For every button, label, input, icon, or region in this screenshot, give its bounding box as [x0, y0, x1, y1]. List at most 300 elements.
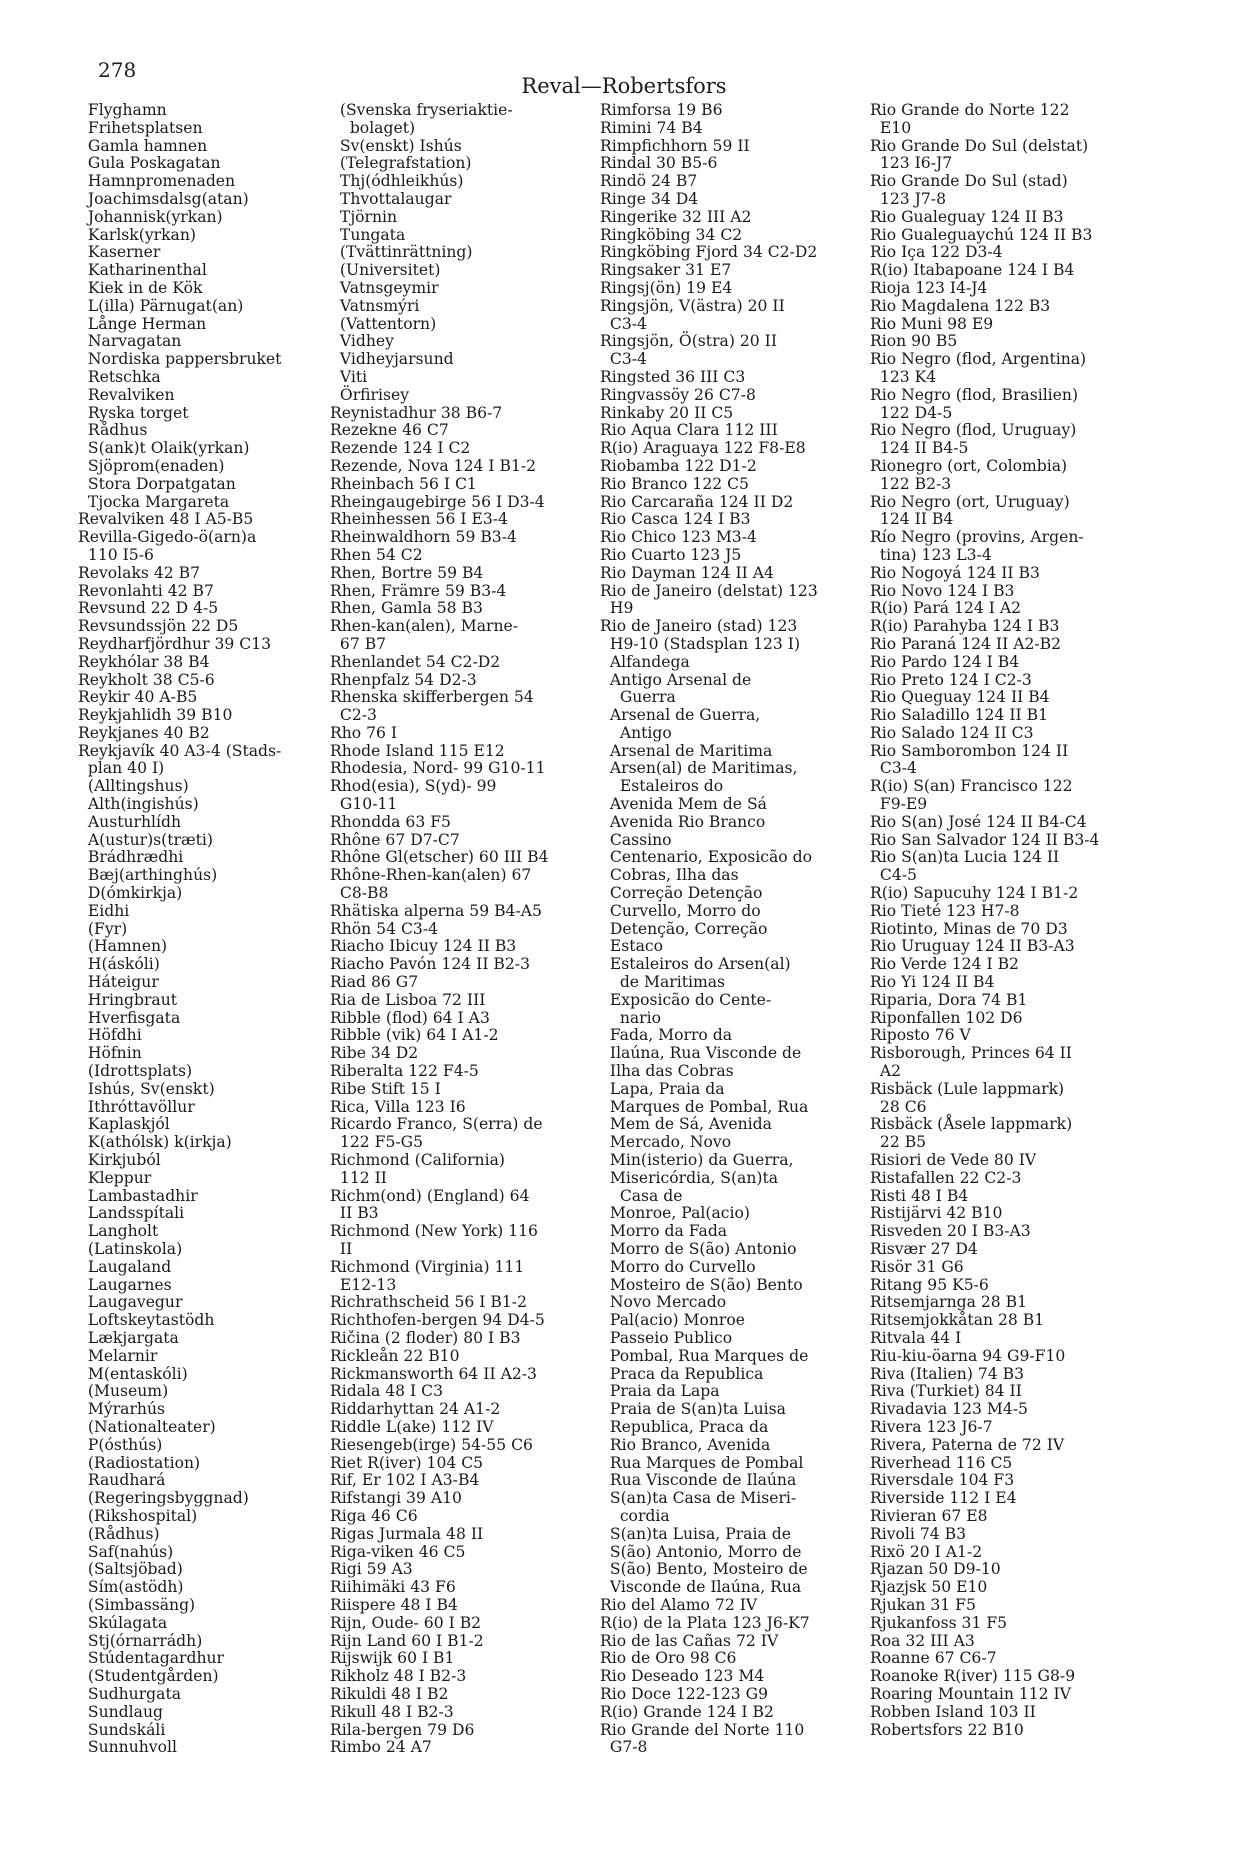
index-entry: Río Negro (provins, Argen- [870, 528, 1084, 547]
index-entry: (Rikshospital) [78, 1506, 198, 1525]
index-entry: Höfdhi [78, 1026, 142, 1045]
index-entry: Karlsk(yrkan) [78, 225, 196, 244]
index-entry: Visconde de Ilaúna, Rua [600, 1578, 802, 1597]
index-entry: Riddarhyttan 24 A1-2 [330, 1400, 501, 1419]
index-entry: C8-B8 [330, 884, 389, 903]
index-entry: Ričina (2 floder) 80 I B3 [330, 1328, 521, 1347]
index-entry: Praca da Republica [600, 1364, 764, 1383]
index-entry: Rio Deseado 123 M4 [600, 1667, 765, 1686]
index-entry: Thj(ódhleikhús) [330, 172, 464, 191]
index-entry: Risti 48 I B4 [870, 1186, 969, 1205]
index-entry: Rezende, Nova 124 I B1-2 [330, 456, 537, 475]
index-entry: Reydharfjördhur 39 C13 [78, 634, 272, 653]
index-entry: Richrathscheid 56 I B1-2 [330, 1293, 527, 1312]
index-entry: Riesengeb(irge) 54-55 C6 [330, 1435, 533, 1454]
index-entry: Rio Chico 123 M3-4 [600, 528, 757, 547]
index-entry: Kaplaskjól [78, 1115, 170, 1134]
index-entry: Riispere 48 I B4 [330, 1595, 458, 1614]
index-entry: Ritsemjokkåtan 28 B1 [870, 1311, 1045, 1330]
index-entry: 112 II [330, 1168, 387, 1187]
index-entry: Sundlaug [78, 1702, 163, 1721]
index-entry: 124 II B4 [870, 510, 954, 529]
index-entry: Rio Negro (flod, Uruguay) [870, 421, 1077, 440]
index-entry: 123 J7-8 [870, 189, 946, 208]
index-entry: Rio de las Cañas 72 IV [600, 1631, 779, 1650]
index-entry: Ringerike 32 III A2 [600, 207, 752, 226]
index-entry: Rio Pardo 124 I B4 [870, 652, 1020, 671]
index-entry: Frihetsplatsen [78, 118, 203, 137]
index-column-4 [870, 102, 1099, 1739]
index-entry: Riet R(iver) 104 C5 [330, 1453, 484, 1472]
index-entry: Rio Negro (flod, Argentina) [870, 350, 1087, 369]
index-entry: Hamnpromenaden [78, 172, 236, 191]
index-entry: L(illa) Pärnugat(an) [78, 296, 244, 315]
index-entry: Riverside 112 I E4 [870, 1489, 1017, 1508]
index-entry: Ryska torget [78, 403, 189, 422]
index-entry: Centenario, Exposicão do [600, 848, 812, 867]
index-entry: Rivadavia 123 M4-5 [870, 1400, 1028, 1419]
index-entry: Rhenska skifferbergen 54 [330, 688, 534, 707]
index-entry: (Universitet) [330, 261, 441, 280]
index-entry: Tjörnin [330, 207, 398, 226]
index-entry: Höfnin [78, 1044, 142, 1063]
index-entry: Ringsjön, V(ästra) 20 II [600, 296, 785, 315]
index-entry: Rho 76 I [330, 723, 398, 742]
index-entry: Eidhi [78, 901, 130, 920]
index-entry: Rijswijk 60 I B1 [330, 1649, 455, 1668]
index-entry: E12-13 [330, 1275, 397, 1294]
index-entry: Riparia, Dora 74 B1 [870, 990, 1028, 1009]
index-entry: Ilha das Cobras [600, 1062, 734, 1081]
index-entry: Thvottalaugar [330, 189, 452, 208]
index-entry: Rindal 30 B5-6 [600, 154, 718, 173]
index-entry: Skúlagata [78, 1613, 168, 1632]
index-entry: Mem de Sá, Avenida [600, 1115, 772, 1134]
index-entry: Rio Preto 124 I C2-3 [870, 670, 1032, 689]
index-entry: Cassino [600, 830, 672, 849]
index-entry: Praia da Lapa [600, 1382, 720, 1401]
index-column-1 [78, 102, 281, 1757]
index-entry: (Rådhus) [78, 1524, 160, 1543]
index-entry: Pal(acio) Monroe [600, 1311, 745, 1330]
index-entry: Fada, Morro da [600, 1026, 733, 1045]
index-entry: Rion 90 B5 [870, 332, 958, 351]
index-entry: Rio Grande del Norte 110 [600, 1720, 805, 1739]
index-entry: Rionegro (ort, Colombia) [870, 456, 1068, 475]
index-entry: Rhen 54 C2 [330, 545, 423, 564]
index-entry: Rio Cuarto 123 J5 [600, 545, 742, 564]
index-entry: Risveden 20 I B3-A3 [870, 1222, 1031, 1241]
index-entry: Passeio Publico [600, 1328, 733, 1347]
index-entry: Robertsfors 22 B10 [870, 1720, 1024, 1739]
index-entry: P(ósthús) [78, 1435, 163, 1454]
index-entry: C3-4 [600, 350, 647, 369]
index-entry: 123 K4 [870, 367, 937, 386]
index-entry: Stora Dorpatgatan [78, 474, 236, 493]
index-entry: S(ão) Bento, Mosteiro de [600, 1560, 808, 1579]
index-entry: 124 II B4-5 [870, 439, 969, 458]
index-entry: Rila-bergen 79 D6 [330, 1720, 475, 1739]
index-entry: Rio Grande Do Sul (delstat) [870, 136, 1089, 155]
index-entry: (Tvättinrättning) [330, 243, 473, 262]
index-entry: Rijn Land 60 I B1-2 [330, 1631, 484, 1650]
index-entry: Antigo [600, 723, 672, 742]
index-entry: cordia [600, 1506, 670, 1525]
index-entry: Rjukan 31 F5 [870, 1595, 976, 1614]
index-entry: Arsen(al) de Maritimas, [600, 759, 798, 778]
index-entry: Monroe, Pal(acio) [600, 1204, 750, 1223]
index-entry: (Simbassäng) [78, 1595, 196, 1614]
index-entry: Viti [330, 367, 368, 386]
index-entry: C3-4 [870, 759, 917, 778]
index-entry: (Hamnen) [78, 937, 168, 956]
index-entry: E10 [870, 118, 912, 137]
index-entry: Rio Casca 124 I B3 [600, 510, 751, 529]
index-entry: Alth(ingishús) [78, 795, 199, 814]
index-entry: Ishús, Sv(enskt) [78, 1079, 215, 1098]
index-entry: C4-5 [870, 866, 917, 885]
index-entry: Rio Branco 122 C5 [600, 474, 749, 493]
index-entry: Rio S(an)ta Lucia 124 II [870, 848, 1060, 867]
index-entry: de Maritimas [600, 973, 726, 992]
index-entry: Vidheyjarsund [330, 350, 454, 369]
index-entry: Rheinbach 56 I C1 [330, 474, 477, 493]
index-entry: Riponfallen 102 D6 [870, 1008, 1023, 1027]
index-entry: Rio Samborombon 124 II [870, 741, 1069, 760]
index-entry: S(ão) Antonio, Morro de [600, 1542, 802, 1561]
index-entry: Rio de Janeiro (delstat) 123 [600, 581, 818, 600]
index-entry: Katharinenthal [78, 261, 207, 280]
index-entry: Långe Herman [78, 314, 207, 333]
index-entry: Rio de Oro 98 C6 [600, 1649, 737, 1668]
index-entry: Exposicão do Cente- [600, 990, 772, 1009]
index-entry: Roanoke R(iver) 115 G8-9 [870, 1667, 1076, 1686]
index-entry: II B3 [330, 1204, 379, 1223]
index-entry: Marques de Pombal, Rua [600, 1097, 809, 1116]
index-entry: Rhätiska alperna 59 B4-A5 [330, 901, 542, 920]
index-entry: Rio Muni 98 E9 [870, 314, 994, 333]
index-entry: 122 B2-3 [870, 474, 952, 493]
index-entry: Ringköbing 34 C2 [600, 225, 743, 244]
index-entry: Joachimsdalsg(atan) [78, 189, 249, 208]
index-entry: Rjazjsk 50 E10 [870, 1578, 988, 1597]
index-entry: Gamla hamnen [78, 136, 208, 155]
index-entry: R(io) Grande 124 I B2 [600, 1702, 774, 1721]
index-entry: S(an)ta Luisa, Praia de [600, 1524, 791, 1543]
index-entry: plan 40 I) [78, 759, 165, 778]
index-entry: Rhône-Rhen-kan(alen) 67 [330, 866, 532, 885]
index-entry: Rjukanfoss 31 F5 [870, 1613, 1008, 1632]
index-entry: Rio del Alamo 72 IV [600, 1595, 758, 1614]
index-entry: R(io) Itabapoane 124 I B4 [870, 261, 1075, 280]
index-entry: Rivoli 74 B3 [870, 1524, 967, 1543]
index-entry: Rhondda 63 F5 [330, 812, 451, 831]
index-entry: Rindö 24 B7 [600, 172, 698, 191]
index-entry: Rimpfichhorn 59 II [600, 136, 750, 155]
index-entry: Rio de Janeiro (stad) 123 [600, 617, 798, 636]
index-entry: Mýrarhús [78, 1400, 165, 1419]
index-entry: Richm(ond) (England) 64 [330, 1186, 530, 1205]
index-entry: 122 D4-5 [870, 403, 953, 422]
index-entry: Rioja 123 I4-J4 [870, 278, 988, 297]
index-entry: Republica, Praca da [600, 1417, 769, 1436]
index-entry: Stúdentagardhur [78, 1649, 224, 1668]
index-entry: Ringsjön, Ö(stra) 20 II [600, 332, 777, 351]
index-entry: Revolaks 42 B7 [78, 563, 201, 582]
index-entry: Sudhurgata [78, 1684, 182, 1703]
index-entry: Guerra [600, 688, 676, 707]
index-entry: R(io) Parahyba 124 I B3 [870, 617, 1060, 636]
index-entry: Rio Carcaraña 124 II D2 [600, 492, 794, 511]
index-entry: Rimbo 24 A7 [330, 1738, 432, 1757]
index-entry: Rio Novo 124 I B3 [870, 581, 1015, 600]
index-entry: Robben Island 103 II [870, 1702, 1036, 1721]
index-entry: 22 B5 [870, 1133, 927, 1152]
running-head: Reval—Robertsfors [521, 74, 727, 98]
index-entry: Ristafallen 22 C2-3 [870, 1168, 1022, 1187]
index-entry: (Fyr) [78, 919, 128, 938]
index-entry: Rio Nogoyá 124 II B3 [870, 563, 1040, 582]
index-entry: Loftskeytastödh [78, 1311, 215, 1330]
index-entry: Mosteiro de S(ão) Bento [600, 1275, 803, 1294]
index-entry: Bæj(arthinghús) [78, 866, 218, 885]
index-entry: Roa 32 III A3 [870, 1631, 975, 1650]
index-entry: 123 I6-J7 [870, 154, 953, 173]
index-entry: Revsundssjön 22 D5 [78, 617, 239, 636]
index-entry: Rikull 48 I B2-3 [330, 1702, 454, 1721]
index-entry: R(io) Araguaya 122 F8-E8 [600, 439, 806, 458]
index-entry: Arsenal de Maritima [600, 741, 773, 760]
index-entry: Lapa, Praia da [600, 1079, 725, 1098]
index-entry: Rio Negro (flod, Brasilien) [870, 385, 1079, 404]
index-entry: Vatnsgeymir [330, 278, 439, 297]
index-entry: Rimforsa 19 B6 [600, 101, 723, 119]
index-entry: Reykhólar 38 B4 [78, 652, 210, 671]
index-entry: Riberalta 122 F4-5 [330, 1062, 479, 1081]
index-entry: R(io) Sapucuhy 124 I B1-2 [870, 884, 1079, 903]
index-entry: Hverfisgata [78, 1008, 181, 1027]
index-entry: Sjöprom(enaden) [78, 456, 225, 475]
index-entry: Rigi 59 A3 [330, 1560, 413, 1579]
index-entry: Rio Queguay 124 II B4 [870, 688, 1050, 707]
index-entry: Austurhlídh [78, 812, 182, 831]
index-entry: Risbäck (Åsele lappmark) [870, 1115, 1073, 1134]
index-entry: Johannisk(yrkan) [78, 207, 223, 226]
index-entry: K(athólsk) k(irkja) [78, 1133, 232, 1152]
index-entry: Laugavegur [78, 1293, 183, 1312]
index-entry: Ringvassöy 26 C7-8 [600, 385, 756, 404]
index-entry: Morro do Curvello [600, 1257, 756, 1276]
index-entry: S(an)ta Casa de Miseri- [600, 1489, 797, 1508]
index-entry: Misericórdia, S(an)ta [600, 1168, 779, 1187]
index-entry: Ribe Stift 15 I [330, 1079, 441, 1098]
index-entry: Rezekne 46 C7 [330, 421, 449, 440]
index-entry: R(io) S(an) Francisco 122 [870, 777, 1073, 796]
index-entry: Rio Aqua Clara 112 III [600, 421, 778, 440]
index-entry: Richmond (California) [330, 1151, 505, 1170]
index-entry: (Alltingshus) [78, 777, 189, 796]
index-entry: Kaserner [78, 243, 161, 262]
index-entry: Ribble (vik) 64 I A1-2 [330, 1026, 499, 1045]
index-entry: Rio Salado 124 II C3 [870, 723, 1034, 742]
index-entry: Vidhey [330, 332, 394, 351]
index-entry: Kirkjuból [78, 1151, 161, 1170]
index-entry: Revalviken 48 I A5-B5 [78, 510, 254, 529]
index-entry: Riacho Ibicuy 124 II B3 [330, 937, 517, 956]
index-entry: Ritsemjarnga 28 B1 [870, 1293, 1028, 1312]
index-entry: Rhod(esia), S(yd)- 99 [330, 777, 497, 796]
index-entry: Landsspítali [78, 1204, 185, 1223]
index-entry: Rhen, Bortre 59 B4 [330, 563, 484, 582]
index-entry: tina) 123 L3-4 [870, 545, 992, 564]
index-entry: Rhen, Främre 59 B3-4 [330, 581, 507, 600]
index-entry: Riacho Pavón 124 II B2-3 [330, 955, 531, 974]
index-entry: Rio Gualeguay 124 II B3 [870, 207, 1064, 226]
index-entry: Rivieran 67 E8 [870, 1506, 988, 1525]
index-entry: Alfandega [600, 652, 690, 671]
index-entry: Sv(enskt) Ishús [330, 136, 462, 155]
index-entry: (Radiostation) [78, 1453, 201, 1472]
index-entry: Reykholt 38 C5-6 [78, 670, 215, 689]
index-entry: 67 B7 [330, 634, 387, 653]
index-entry: Rezende 124 I C2 [330, 439, 471, 458]
index-entry: Rhön 54 C3-4 [330, 919, 439, 938]
index-entry: D(ómkirkja) [78, 884, 183, 903]
index-entry: Riposto 76 V [870, 1026, 971, 1045]
index-entry: Rua Marques de Pombal [600, 1453, 804, 1472]
index-entry: Rio Iça 122 D3-4 [870, 243, 1003, 262]
index-entry: (Vattentorn) [330, 314, 437, 333]
index-entry: Rua Visconde de Ilaúna [600, 1471, 797, 1490]
index-entry: Riversdale 104 F3 [870, 1471, 1015, 1490]
index-entry: Hringbraut [78, 990, 178, 1009]
index-entry: Melarnir [78, 1346, 158, 1365]
index-entry: Casa de [600, 1186, 683, 1205]
index-entry: Estaleiros do [600, 777, 724, 796]
index-entry: Rhône 67 D7-C7 [330, 830, 460, 849]
index-entry: Rio Verde 124 I B2 [870, 955, 1019, 974]
index-entry: Rikholz 48 I B2-3 [330, 1667, 467, 1686]
index-entry: nario [600, 1008, 661, 1027]
index-entry: Min(isterio) da Guerra, [600, 1151, 794, 1170]
index-entry: Revsund 22 D 4-5 [78, 599, 219, 618]
index-entry: Rixö 20 I A1-2 [870, 1542, 983, 1561]
index-entry: Ristijärvi 42 B10 [870, 1204, 1003, 1223]
index-entry: Sunnuhvoll [78, 1738, 177, 1757]
index-entry: Retschka [78, 367, 161, 386]
index-entry: Ithróttavöllur [78, 1097, 195, 1116]
index-entry: Rheingaugebirge 56 I D3-4 [330, 492, 545, 511]
index-column-2 [330, 102, 549, 1757]
index-entry: Reykjavík 40 A3-4 (Stads- [78, 741, 282, 760]
index-entry: G10-11 [330, 795, 398, 814]
index-entry: Örfirisey [330, 385, 410, 404]
index-entry: Ringsted 36 III C3 [600, 367, 746, 386]
index-entry: Reykir 40 A-B5 [78, 688, 198, 707]
index-entry: Rio Negro (ort, Uruguay) [870, 492, 1070, 511]
index-entry: Ribe 34 D2 [330, 1044, 419, 1063]
index-entry: Reykjanes 40 B2 [78, 723, 210, 742]
index-entry: Ilaúna, Rua Visconde de [600, 1044, 802, 1063]
index-entry: H9-10 (Stadsplan 123 I) [600, 634, 801, 653]
index-entry: Risiori de Vede 80 IV [870, 1151, 1037, 1170]
index-entry: Rio Magdalena 122 B3 [870, 296, 1051, 315]
index-entry: Rhône Gl(etscher) 60 III B4 [330, 848, 549, 867]
index-entry: Rhode Island 115 E12 [330, 741, 505, 760]
index-entry: Rio Paraná 124 II A2-B2 [870, 634, 1062, 653]
index-entry: Risbäck (Lule lappmark) [870, 1079, 1065, 1098]
index-entry: Rifstangi 39 A10 [330, 1489, 462, 1508]
index-entry: Brádhrædhi [78, 848, 184, 867]
index-entry: Rio Gualeguaychú 124 II B3 [870, 225, 1093, 244]
index-entry: 28 C6 [870, 1097, 927, 1116]
index-entry: bolaget) [330, 118, 416, 137]
index-entry: Riddle L(ake) 112 IV [330, 1417, 494, 1436]
index-entry: Cobras, Ilha das [600, 866, 739, 885]
index-entry: A2 [870, 1062, 902, 1081]
index-entry: Richmond (New York) 116 [330, 1222, 538, 1241]
index-entry: Rio Yi 124 II B4 [870, 973, 995, 992]
index-entry: Rikuldi 48 I B2 [330, 1684, 449, 1703]
index-entry: F9-E9 [870, 795, 928, 814]
index-entry: Richthofen-bergen 94 D4-5 [330, 1311, 545, 1330]
index-entry: Rio Grande do Norte 122 [870, 101, 1070, 119]
index-entry: Rimini 74 B4 [600, 118, 703, 137]
index-entry: Detenção, Correção [600, 919, 768, 938]
index-entry: (Saltsjöbad) [78, 1560, 183, 1579]
index-entry: 110 I5-6 [78, 545, 154, 564]
index-entry: Laugarnes [78, 1275, 172, 1294]
index-entry: C2-3 [330, 706, 377, 725]
index-entry: H9 [600, 599, 634, 618]
index-entry: Ritvala 44 I [870, 1328, 962, 1347]
index-entry: Lækjargata [78, 1328, 179, 1347]
index-entry: Rio Saladillo 124 II B1 [870, 706, 1049, 725]
index-entry: Richmond (Virginia) 111 [330, 1257, 525, 1276]
index-entry: Ridala 48 I C3 [330, 1382, 444, 1401]
index-entry: Riobamba 122 D1-2 [600, 456, 757, 475]
index-entry: Ringsj(ön) 19 E4 [600, 278, 733, 297]
index-entry: Revalviken [78, 385, 175, 404]
index-entry: (Regeringsbyggnad) [78, 1489, 249, 1508]
index-entry: Rio S(an) José 124 II B4-C4 [870, 812, 1087, 831]
index-entry: Rheinwaldhorn 59 B3-4 [330, 528, 517, 547]
index-entry: Saf(nahús) [78, 1542, 174, 1561]
index-entry: Riad 86 G7 [330, 973, 419, 992]
index-entry: Riotinto, Minas de 70 D3 [870, 919, 1068, 938]
index-entry: Morro de S(ão) Antonio [600, 1240, 797, 1258]
index-entry: Novo Mercado [600, 1293, 727, 1312]
index-entry: Estaleiros do Arsen(al) [600, 955, 791, 974]
index-entry: Rhenlandet 54 C2-D2 [330, 652, 501, 671]
index-entry: (Latinskola) [78, 1240, 183, 1258]
index-entry: Rica, Villa 123 I6 [330, 1097, 466, 1116]
index-entry: Rio Branco, Avenida [600, 1435, 771, 1454]
index-entry: Riga 46 C6 [330, 1506, 418, 1525]
index-entry: Morro da Fada [600, 1222, 728, 1241]
index-entry: Rinkaby 20 II C5 [600, 403, 734, 422]
page-number: 278 [98, 58, 137, 82]
index-column-3 [600, 102, 818, 1757]
index-entry: Rickmansworth 64 II A2-3 [330, 1364, 537, 1383]
index-entry: (Museum) [78, 1382, 169, 1401]
index-entry: Avenida Rio Branco [600, 812, 766, 831]
index-entry: Rivera, Paterna de 72 IV [870, 1435, 1065, 1454]
index-entry: Tjocka Margareta [78, 492, 230, 511]
index-entry: Curvello, Morro do [600, 901, 761, 920]
index-entry: Sím(astödh) [78, 1578, 184, 1597]
index-entry: Tungata [330, 225, 406, 244]
